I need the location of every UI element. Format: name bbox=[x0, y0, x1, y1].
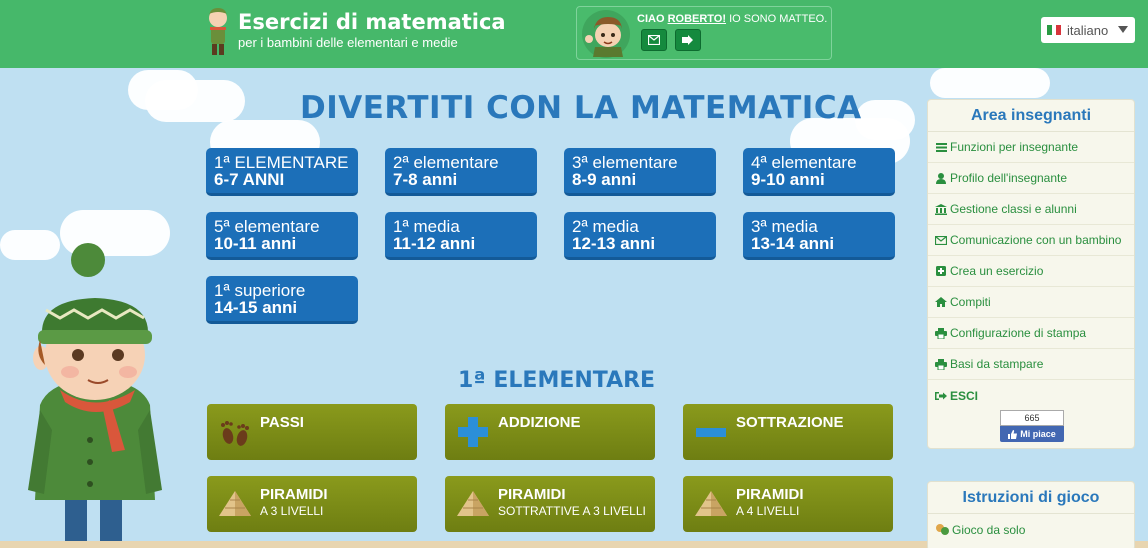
logout-icon bbox=[935, 390, 947, 402]
sidebar-item-label: Profilo dell'insegnante bbox=[950, 171, 1068, 185]
game-button-sottrazione[interactable] bbox=[683, 404, 893, 460]
game-label: PIRAMIDI bbox=[736, 486, 804, 503]
game-sublabel: A 4 LIVELLI bbox=[736, 504, 800, 518]
grade-button-2-media[interactable] bbox=[564, 212, 716, 260]
sidebar-item-gestione-classi[interactable] bbox=[928, 194, 1134, 225]
game-label: PIRAMIDI bbox=[260, 486, 328, 503]
grade-age: 14-15 anni bbox=[214, 298, 298, 317]
game-label: SOTTRAZIONE bbox=[736, 414, 844, 431]
grade-label: 1ª media bbox=[393, 217, 460, 236]
sidebar-item-label: Funzioni per insegnante bbox=[950, 140, 1079, 154]
user-icon bbox=[935, 172, 947, 184]
thumbs-up-icon bbox=[1008, 430, 1017, 439]
home-icon bbox=[935, 296, 947, 308]
sidebar-item-compiti[interactable] bbox=[928, 287, 1134, 318]
grade-label: 4ª elementare bbox=[751, 153, 857, 172]
pyramid-icon bbox=[455, 488, 491, 520]
grade-age: 10-11 anni bbox=[214, 234, 297, 253]
sidebar-item-comunicazione[interactable] bbox=[928, 225, 1134, 256]
like-count: 665 bbox=[1000, 410, 1064, 426]
sidebar-item-profilo[interactable] bbox=[928, 163, 1134, 194]
like-label: Mi piace bbox=[1020, 429, 1056, 439]
site-title[interactable]: Esercizi di matematica bbox=[238, 10, 506, 34]
game-sublabel: A 3 LIVELLI bbox=[260, 504, 324, 518]
grade-label: 1ª superiore bbox=[214, 281, 306, 300]
grade-label: 1ª ELEMENTARE bbox=[214, 153, 349, 172]
grade-button-3-media[interactable] bbox=[743, 212, 895, 260]
mail-icon bbox=[648, 35, 660, 45]
list-icon bbox=[935, 141, 947, 153]
game-sublabel: SOTTRATTIVE A 3 LIVELLI bbox=[498, 504, 646, 518]
site-header bbox=[0, 0, 1148, 68]
greeting-prefix: CIAO bbox=[637, 13, 668, 25]
chevron-down-icon bbox=[1118, 26, 1128, 33]
grade-age: 7-8 anni bbox=[393, 170, 458, 189]
italy-flag-icon bbox=[1047, 25, 1061, 35]
game-label: ADDIZIONE bbox=[498, 414, 581, 431]
user-greeting bbox=[637, 13, 827, 25]
grade-label: 3ª media bbox=[751, 217, 818, 236]
sidebar-item-label: ESCI bbox=[950, 388, 979, 403]
sidebar-item-configurazione-stampa[interactable] bbox=[928, 318, 1134, 349]
cloud-decoration bbox=[128, 70, 198, 110]
sidebar-item-label: Compiti bbox=[950, 295, 991, 309]
grade-button-5-elementare[interactable] bbox=[206, 212, 358, 260]
sidebar-item-label: Gioco da solo bbox=[952, 522, 1026, 537]
grade-label: 2ª elementare bbox=[393, 153, 499, 172]
game-button-passi[interactable] bbox=[207, 404, 417, 460]
players-icon bbox=[935, 523, 949, 537]
logo-boy-icon[interactable] bbox=[204, 6, 232, 56]
footprints-icon bbox=[217, 416, 253, 448]
grade-age: 11-12 anni bbox=[393, 234, 476, 253]
pyramid-icon bbox=[217, 488, 253, 520]
instructions-title: Istruzioni di gioco bbox=[928, 482, 1134, 514]
sidebar-item-gioco-da-solo[interactable] bbox=[928, 514, 1134, 545]
sidebar-item-label: Configurazione di stampa bbox=[950, 326, 1087, 340]
language-label: italiano bbox=[1067, 22, 1109, 38]
grade-button-1-superiore[interactable] bbox=[206, 276, 358, 324]
sidebar-item-label: Comunicazione con un bambino bbox=[950, 233, 1122, 247]
mail-button[interactable] bbox=[641, 29, 667, 51]
grade-label: 3ª elementare bbox=[572, 153, 678, 172]
sidebar-item-esci[interactable] bbox=[928, 380, 1134, 411]
grade-button-1-media[interactable] bbox=[385, 212, 537, 260]
game-label: PASSI bbox=[260, 414, 304, 431]
sidebar-item-label: Basi da stampare bbox=[950, 357, 1044, 371]
grade-button-2-elementare[interactable] bbox=[385, 148, 537, 196]
teacher-area-title: Area insegnanti bbox=[928, 100, 1134, 132]
like-button[interactable] bbox=[1000, 426, 1064, 442]
grade-age: 12-13 anni bbox=[572, 234, 656, 253]
language-select[interactable] bbox=[1041, 17, 1135, 43]
grade-age: 6-7 ANNI bbox=[214, 170, 285, 189]
grade-age: 8-9 anni bbox=[572, 170, 637, 189]
site-subtitle: per i bambini delle elementari e medie bbox=[238, 35, 458, 50]
user-box bbox=[576, 6, 832, 60]
sidebar-item-basi-stampare[interactable] bbox=[928, 349, 1134, 380]
instructions-panel bbox=[927, 481, 1135, 548]
cloud-decoration bbox=[930, 68, 1050, 98]
grade-button-1-elementare[interactable] bbox=[206, 148, 358, 196]
print-icon bbox=[935, 358, 947, 370]
pyramid-icon bbox=[693, 488, 729, 520]
game-button-piramidi-sottrattive[interactable] bbox=[445, 476, 655, 532]
logout-button[interactable] bbox=[675, 29, 701, 51]
game-button-piramidi-4-livelli[interactable] bbox=[683, 476, 893, 532]
grade-age: 9-10 anni bbox=[751, 170, 825, 189]
game-button-addizione[interactable] bbox=[445, 404, 655, 460]
grade-label: 5ª elementare bbox=[214, 217, 320, 236]
grade-age: 13-14 anni bbox=[751, 234, 835, 253]
game-button-piramidi-3-livelli[interactable] bbox=[207, 476, 417, 532]
username-link[interactable]: ROBERTO! bbox=[667, 13, 727, 25]
grade-label: 2ª media bbox=[572, 217, 639, 236]
child-winter-illustration bbox=[10, 240, 180, 548]
plus-square-icon bbox=[935, 265, 947, 277]
grade-button-3-elementare[interactable] bbox=[564, 148, 716, 196]
sidebar-item-label: Gestione classi e alunni bbox=[950, 202, 1077, 216]
greeting-suffix: IO SONO MATTEO. bbox=[726, 13, 828, 25]
minus-icon bbox=[693, 416, 729, 448]
game-label: PIRAMIDI bbox=[498, 486, 566, 503]
cloud-decoration bbox=[855, 100, 915, 140]
avatar bbox=[581, 9, 631, 59]
sidebar-item-crea-esercizio[interactable] bbox=[928, 256, 1134, 287]
sidebar-item-funzioni[interactable] bbox=[928, 132, 1134, 163]
institution-icon bbox=[935, 203, 947, 215]
grade-button-4-elementare[interactable] bbox=[743, 148, 895, 196]
plus-icon bbox=[455, 416, 491, 448]
sidebar-item-label: Crea un esercizio bbox=[950, 264, 1044, 278]
envelope-icon bbox=[935, 234, 947, 246]
logout-icon bbox=[682, 35, 694, 45]
teacher-area-panel bbox=[927, 99, 1135, 449]
print-icon bbox=[935, 327, 947, 339]
page-title: DIVERTITI CON LA MATEMATICA bbox=[300, 90, 862, 126]
section-title: 1ª ELEMENTARE bbox=[458, 368, 656, 393]
facebook-like-widget[interactable] bbox=[1000, 410, 1064, 442]
